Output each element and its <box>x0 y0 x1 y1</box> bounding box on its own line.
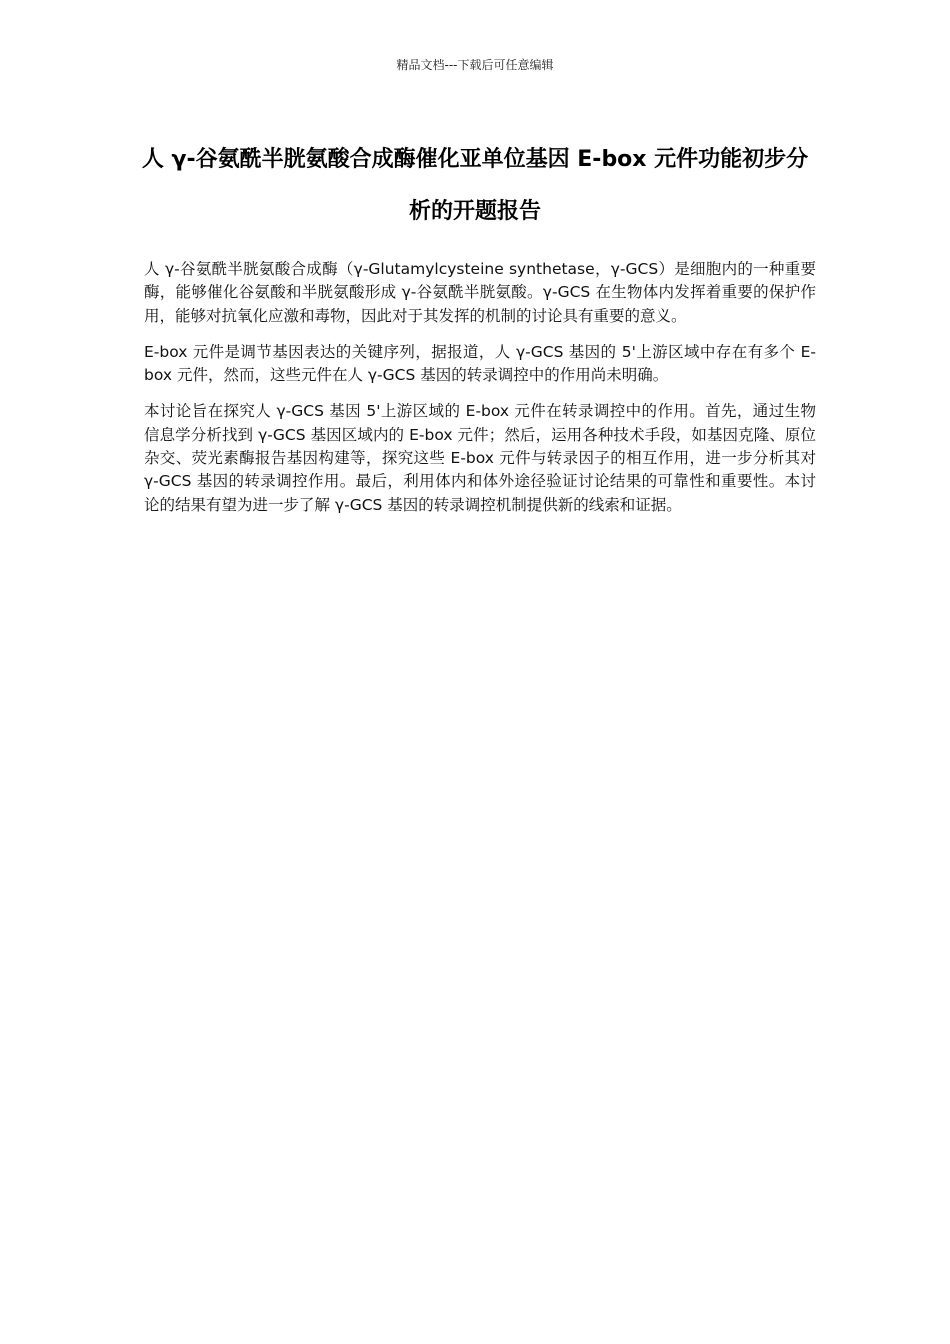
page-header-note: 精品文档---下载后可任意编辑 <box>396 58 554 72</box>
paragraph-research-plan: 本讨论旨在探究人 γ-GCS 基因 5'上游区域的 E-box 元件在转录调控中的作用。首先，通过生物信息学分析找到 γ-GCS 基因区域内的 E-box 元件；然后，运用各种技术手段，如基因克隆、原位杂交、荧光素酶报告基因构建等，探究这些 E-box 元件与转录因子的相互作用，进一步分析其对 γ-GCS 基因的转录调控作用。最后，利用体内和体外途径验证讨论结果的可靠性和重要性。本讨论的结果有望为进一步了解 γ-GCS 基因的转录调控机制提供新的线索和证据。 <box>144 402 816 514</box>
paragraph-intro: 人 γ-谷氨酰半胱氨酸合成酶（γ-Glutamylcysteine synthetase，γ-GCS）是细胞内的一种重要酶，能够催化谷氨酸和半胱氨酸形成 γ-谷氨酰半胱氨酸。γ-GCS 在生物体内发挥着重要的保护作用，能够对抗氧化应激和毒物，因此对于其发挥的机制的讨论具有重要的意义。 <box>144 260 816 325</box>
paragraph-ebox-background: E-box 元件是调节基因表达的关键序列，据报道，人 γ-GCS 基因的 5'上游区域中存在有多个 E-box 元件，然而，这些元件在人 γ-GCS 基因的转录调控中的作用尚未明确。 <box>144 342 816 385</box>
document-body <box>144 258 816 530</box>
document-title: 人 γ-谷氨酰半胱氨酸合成酶催化亚单位基因 E-box 元件功能初步分析的开题报告 <box>141 147 809 224</box>
